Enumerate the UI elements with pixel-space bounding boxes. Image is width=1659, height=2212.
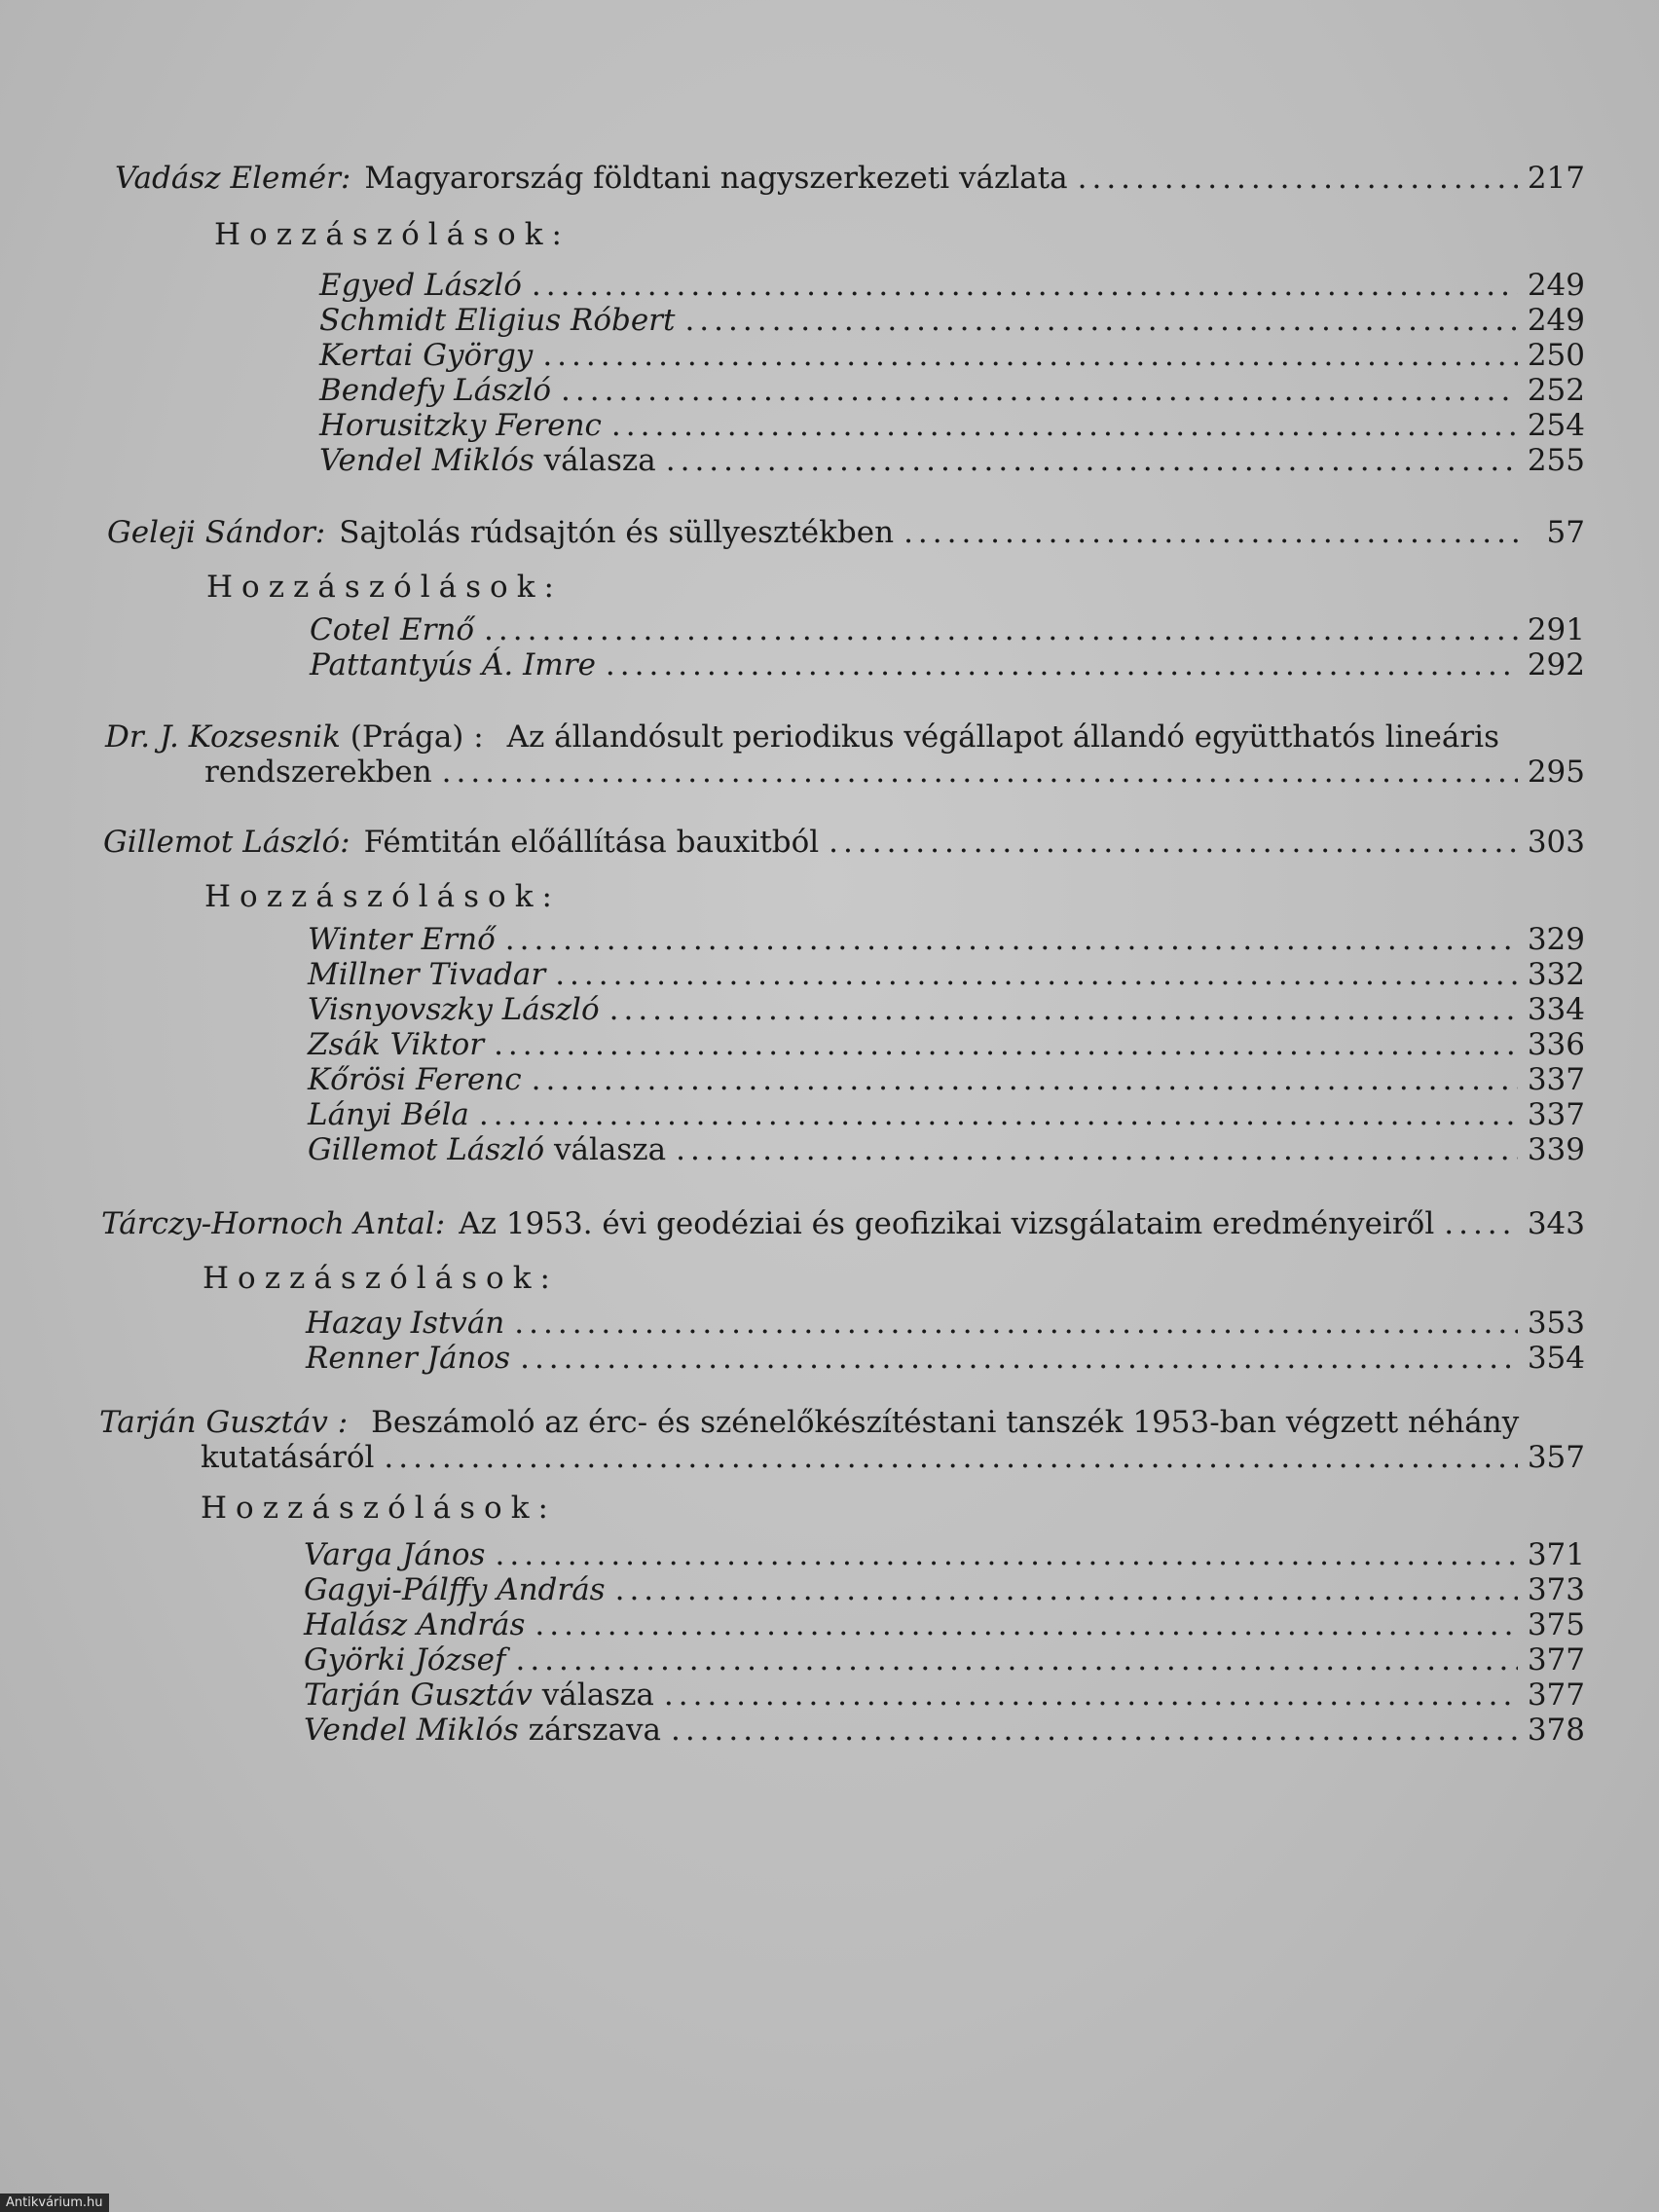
leader-dots bbox=[535, 1606, 1517, 1643]
entry-page: 250 bbox=[1527, 338, 1585, 373]
leader-dots bbox=[1078, 160, 1518, 197]
entry-page: 375 bbox=[1527, 1607, 1585, 1642]
leader-dots bbox=[903, 514, 1521, 551]
discussion-entry bbox=[308, 1096, 1585, 1133]
entry-title: Fémtitán előállítása bauxitból bbox=[363, 825, 820, 860]
entry-page: 249 bbox=[1527, 303, 1585, 338]
entry-page: 353 bbox=[1527, 1306, 1585, 1341]
discussant-name: Hazay István bbox=[306, 1306, 505, 1341]
entry-author-note: (Prága) bbox=[350, 719, 464, 755]
entry-page: 357 bbox=[1527, 1440, 1585, 1475]
entry-title: Sajtolás rúdsajtón és süllyesztékben bbox=[339, 515, 895, 550]
leader-dots bbox=[542, 337, 1518, 374]
discussion-entry bbox=[319, 337, 1585, 374]
leader-dots bbox=[484, 611, 1518, 648]
discussant-name: Cotel Ernő bbox=[310, 612, 475, 647]
entry-page: 378 bbox=[1527, 1713, 1585, 1748]
toc-entry: Tárczy-Hornoch Antal : Az 1953. évi geodéziai és geofizikai vizsgálataim eredményeiről ..... 343 bbox=[101, 1205, 1585, 1242]
entry-title-continued: rendszerekben bbox=[204, 755, 432, 790]
leader-dots bbox=[505, 921, 1518, 958]
discussant-name: Bendefy László bbox=[319, 373, 552, 408]
entry-page: 303 bbox=[1527, 825, 1585, 860]
entry-author: Tárczy-Hornoch Antal bbox=[101, 1206, 435, 1241]
entry-author: Dr. J. Kozsesnik bbox=[105, 719, 341, 755]
toc-entry: Gillemot László : Fémtitán előállítása bauxitból ..... 303 bbox=[103, 824, 1585, 861]
discussion-entry bbox=[310, 611, 1585, 648]
discussion-entry bbox=[304, 1641, 1585, 1678]
discussion-entry bbox=[308, 956, 1585, 993]
discussion-entry bbox=[319, 442, 1585, 479]
entry-page: 57 bbox=[1546, 515, 1585, 550]
discussant-name: Varga János bbox=[304, 1537, 486, 1572]
leader-dots bbox=[666, 442, 1518, 479]
toc-entry: Geleji Sándor : Sajtolás rúdsajtón és süllyesztékben ..... 57 bbox=[107, 514, 1585, 551]
toc-entry bbox=[201, 1439, 1585, 1476]
entry-page: 332 bbox=[1527, 957, 1585, 992]
leader-dots bbox=[664, 1677, 1518, 1714]
discussion-entry bbox=[319, 372, 1585, 409]
entry-title: Magyarország földtani nagyszerkezeti vázlata bbox=[364, 161, 1068, 196]
discussion-entry bbox=[304, 1571, 1585, 1608]
entry-page: 329 bbox=[1527, 922, 1585, 957]
discussion-entry bbox=[308, 921, 1585, 958]
entry-page: 371 bbox=[1527, 1537, 1585, 1572]
leader-dots bbox=[684, 302, 1517, 339]
discussant-name: Kertai György bbox=[319, 338, 534, 373]
discussion-entry bbox=[319, 302, 1585, 339]
discussion-header: Hozzászólások: bbox=[206, 570, 563, 605]
leader-dots bbox=[514, 1305, 1518, 1342]
entry-page: 377 bbox=[1527, 1677, 1585, 1713]
discussion-entry bbox=[304, 1677, 1585, 1714]
discussion-entry bbox=[304, 1606, 1585, 1643]
discussant-name: Zsák Viktor bbox=[308, 1027, 485, 1062]
leader-dots bbox=[606, 646, 1518, 683]
entry-title: Beszámoló az érc- és szénelőkészítéstani tanszék 1953-ban végzett néhány bbox=[371, 1405, 1520, 1440]
entry-page: 255 bbox=[1527, 443, 1585, 478]
entry-author: Gillemot László bbox=[103, 825, 341, 860]
entry-page: 334 bbox=[1527, 992, 1585, 1027]
watermark-credit: Antikvárium.hu bbox=[0, 2194, 109, 2212]
discussant-name: Visnyovszky László bbox=[308, 992, 600, 1027]
entry-page: 217 bbox=[1527, 161, 1585, 196]
discussant-name: Vendel Miklós bbox=[304, 1713, 519, 1748]
discussant-name: Vendel Miklós bbox=[319, 443, 535, 478]
entry-title: Az 1953. évi geodéziai és geofizikai vizsgálataim eredményeiről bbox=[459, 1206, 1435, 1241]
entry-title: Az állandósult periodikus végállapot állandó együtthatós lineáris bbox=[506, 719, 1499, 755]
discussant-name: Tarján Gusztáv bbox=[304, 1677, 533, 1713]
discussion-entry bbox=[304, 1536, 1585, 1573]
leader-dots bbox=[515, 1641, 1517, 1678]
discussion-entry bbox=[319, 267, 1585, 304]
entry-author: Geleji Sándor bbox=[107, 515, 315, 550]
discussant-name: Halász András bbox=[304, 1607, 526, 1642]
leader-dots bbox=[671, 1712, 1518, 1749]
discussion-suffix: válasza bbox=[543, 443, 656, 478]
leader-dots bbox=[611, 407, 1518, 444]
discussion-header: Hozzászólások: bbox=[203, 1261, 559, 1296]
discussion-entry bbox=[304, 1712, 1585, 1749]
discussant-name: Millner Tivadar bbox=[308, 957, 546, 992]
discussant-name: Györki József bbox=[304, 1642, 506, 1677]
leader-dots bbox=[1444, 1205, 1518, 1242]
leader-dots bbox=[479, 1096, 1518, 1133]
discussant-name: Schmidt Eligius Róbert bbox=[319, 303, 676, 338]
leader-dots bbox=[384, 1439, 1517, 1476]
discussion-entry bbox=[306, 1340, 1585, 1377]
discussant-name: Horusitzky Ferenc bbox=[319, 408, 602, 443]
leader-dots bbox=[442, 754, 1518, 791]
discussant-name: Winter Ernő bbox=[308, 922, 496, 957]
leader-dots bbox=[829, 824, 1518, 861]
entry-page: 295 bbox=[1527, 755, 1585, 790]
entry-page: 343 bbox=[1527, 1206, 1585, 1241]
discussant-name: Renner János bbox=[306, 1341, 511, 1376]
leader-dots bbox=[520, 1340, 1518, 1377]
discussion-entry bbox=[310, 646, 1585, 683]
leader-dots bbox=[555, 956, 1518, 993]
entry-page: 249 bbox=[1527, 268, 1585, 303]
leader-dots bbox=[609, 991, 1518, 1028]
entry-page: 252 bbox=[1527, 373, 1585, 408]
entry-page: 377 bbox=[1527, 1642, 1585, 1677]
discussant-name: Pattantyús Á. Imre bbox=[310, 647, 596, 682]
discussion-entry bbox=[308, 1061, 1585, 1098]
entry-page: 336 bbox=[1527, 1027, 1585, 1062]
entry-page: 292 bbox=[1527, 647, 1585, 682]
discussion-entry bbox=[306, 1305, 1585, 1342]
discussion-header: Hozzászólások: bbox=[201, 1491, 557, 1526]
discussant-name: Kőrösi Ferenc bbox=[308, 1062, 522, 1097]
discussion-entry bbox=[308, 991, 1585, 1028]
entry-page: 373 bbox=[1527, 1572, 1585, 1607]
leader-dots bbox=[532, 1061, 1518, 1098]
discussion-entry bbox=[319, 407, 1585, 444]
leader-dots bbox=[561, 372, 1518, 409]
leader-dots bbox=[495, 1536, 1517, 1573]
discussant-name: Lányi Béla bbox=[308, 1097, 469, 1132]
entry-page: 354 bbox=[1527, 1341, 1585, 1376]
toc-entry-title-line: Tarján Gusztáv : Beszámoló az érc- és szénelőkészítéstani tanszék 1953-ban végzett néhány bbox=[99, 1405, 1520, 1440]
discussion-suffix: zárszava bbox=[528, 1713, 661, 1748]
toc-entry bbox=[204, 754, 1585, 791]
entry-page: 337 bbox=[1527, 1062, 1585, 1097]
discussant-name: Gillemot László bbox=[308, 1132, 545, 1167]
discussion-header: Hozzászólások: bbox=[204, 879, 561, 914]
discussion-suffix: válasza bbox=[553, 1132, 667, 1167]
discussion-header: Hozzászólások: bbox=[214, 217, 571, 252]
entry-page: 254 bbox=[1527, 408, 1585, 443]
leader-dots bbox=[615, 1571, 1518, 1608]
leader-dots bbox=[494, 1026, 1518, 1063]
discussant-name: Gagyi-Pálffy András bbox=[304, 1572, 606, 1607]
entry-page: 291 bbox=[1527, 612, 1585, 647]
leader-dots bbox=[676, 1131, 1518, 1168]
discussion-entry bbox=[308, 1026, 1585, 1063]
entry-title-continued: kutatásáról bbox=[201, 1440, 375, 1475]
entry-author: Vadász Elemér bbox=[115, 161, 341, 196]
entry-author: Tarján Gusztáv bbox=[99, 1405, 328, 1440]
discussion-suffix: válasza bbox=[541, 1677, 654, 1713]
entry-page: 337 bbox=[1527, 1097, 1585, 1132]
discussant-name: Egyed László bbox=[319, 268, 522, 303]
toc-entry: Vadász Elemér : Magyarország földtani nagyszerkezeti vázlata ..... 217 bbox=[115, 160, 1585, 197]
toc-entry-title-line: Dr. J. Kozsesnik (Prága) : Az állandósult periodikus végállapot állandó együtthatós lineáris bbox=[105, 719, 1499, 755]
entry-page: 339 bbox=[1527, 1132, 1585, 1167]
leader-dots bbox=[532, 267, 1518, 304]
discussion-entry bbox=[308, 1131, 1585, 1168]
